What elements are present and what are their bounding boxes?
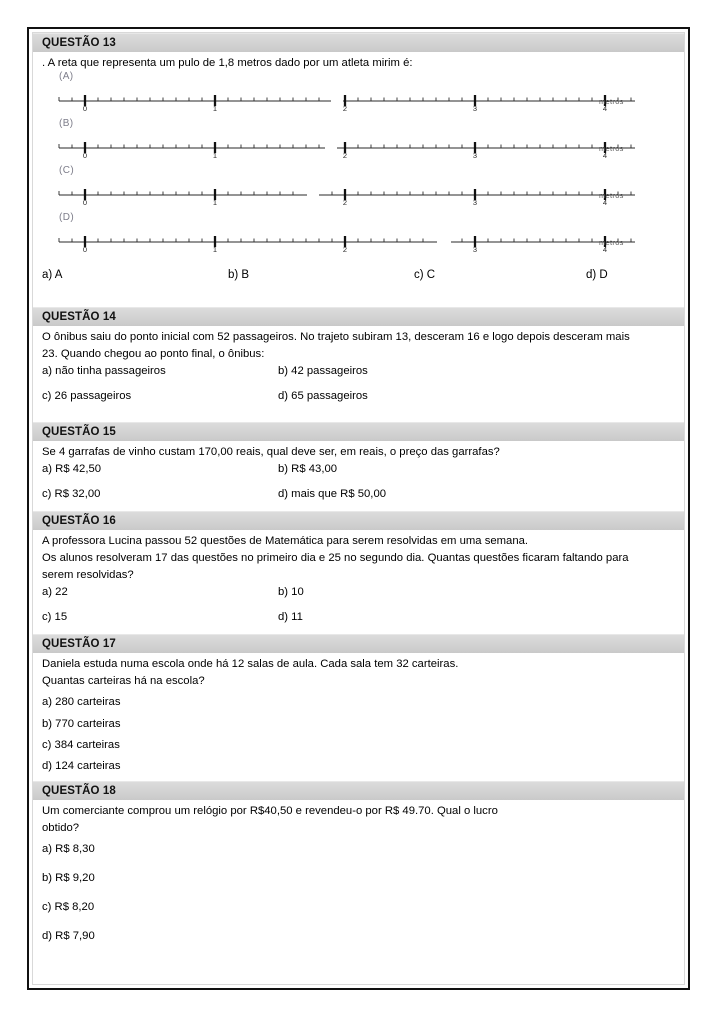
svg-text:3: 3 bbox=[472, 198, 478, 207]
question-17-statement-line-2: Quantas carteiras há na escola? bbox=[42, 675, 205, 688]
numberline-a-svg bbox=[55, 90, 641, 112]
axis-unit-label-a: metros bbox=[599, 97, 624, 107]
question-13-alternative-c bbox=[33, 165, 684, 208]
question-14-option-b[interactable]: b) 42 passageiros bbox=[278, 365, 368, 378]
alt-label-b: (B) bbox=[59, 118, 74, 130]
numberline-d bbox=[33, 225, 684, 255]
question-14-header: QUESTÃO 14 bbox=[33, 307, 684, 326]
question-18-statement-line-2: obtido? bbox=[42, 821, 80, 834]
question-block-18 bbox=[33, 781, 684, 944]
question-13-option-c[interactable]: c) C bbox=[414, 269, 436, 282]
numberline-a bbox=[33, 84, 684, 114]
axis-unit-label-b: metros bbox=[599, 144, 624, 154]
question-13-options bbox=[33, 259, 684, 281]
question-13-statement: . A reta que representa um pulo de 1,8 metros dado por um atleta mirim é: bbox=[42, 57, 413, 69]
question-15-option-a[interactable]: a) R$ 42,50 bbox=[42, 463, 102, 476]
question-17-option-c[interactable]: c) 384 carteiras bbox=[42, 738, 120, 751]
question-16-statement-line-3: serem resolvidas? bbox=[42, 569, 134, 582]
question-18-body bbox=[33, 800, 684, 944]
svg-text:2: 2 bbox=[342, 198, 348, 207]
svg-text:1: 1 bbox=[212, 198, 218, 207]
question-18-option-d[interactable]: d) R$ 7,90 bbox=[42, 929, 95, 942]
question-13-option-b[interactable]: b) B bbox=[228, 269, 250, 282]
svg-text:4: 4 bbox=[602, 104, 608, 113]
svg-text:1: 1 bbox=[212, 245, 218, 254]
svg-text:3: 3 bbox=[472, 245, 478, 254]
svg-text:2: 2 bbox=[342, 151, 348, 160]
question-13-alternative-d bbox=[33, 212, 684, 255]
numberline-c-svg bbox=[55, 184, 641, 206]
question-13-option-a[interactable]: a) A bbox=[42, 269, 63, 282]
question-17-header: QUESTÃO 17 bbox=[33, 634, 684, 653]
question-13-option-d[interactable]: d) D bbox=[586, 269, 608, 282]
spacer-15-16 bbox=[33, 502, 684, 511]
spacer-14-15 bbox=[33, 404, 684, 422]
numberline-d-svg bbox=[55, 231, 641, 253]
svg-text:1: 1 bbox=[212, 104, 218, 113]
question-14-option-c[interactable]: c) 26 passageiros bbox=[42, 390, 132, 403]
question-16-options-row-1 bbox=[42, 584, 675, 600]
question-14-option-d[interactable]: d) 65 passageiros bbox=[278, 390, 368, 403]
question-16-option-c[interactable]: c) 15 bbox=[42, 611, 68, 624]
axis-unit-label-c: metros bbox=[599, 191, 624, 201]
question-block-15 bbox=[33, 422, 684, 502]
spacer-13-14 bbox=[33, 281, 684, 307]
alt-label-c: (C) bbox=[59, 165, 75, 177]
page-inner-border bbox=[32, 32, 685, 985]
question-block-16 bbox=[33, 511, 684, 625]
page-sheet bbox=[27, 27, 690, 990]
question-13-alternative-b bbox=[33, 118, 684, 161]
question-block-17 bbox=[33, 634, 684, 773]
question-16-option-d[interactable]: d) 11 bbox=[278, 611, 303, 624]
question-15-header: QUESTÃO 15 bbox=[33, 422, 684, 441]
question-16-body bbox=[33, 530, 684, 625]
svg-text:4: 4 bbox=[602, 151, 608, 160]
question-17-option-d[interactable]: d) 124 carteiras bbox=[42, 759, 121, 772]
svg-text:0: 0 bbox=[82, 151, 88, 160]
svg-text:4: 4 bbox=[602, 198, 608, 207]
question-13-body bbox=[33, 52, 684, 71]
question-15-option-d[interactable]: d) mais que R$ 50,00 bbox=[278, 488, 387, 501]
question-18-option-a[interactable]: a) R$ 8,30 bbox=[42, 842, 95, 855]
svg-text:0: 0 bbox=[82, 245, 88, 254]
question-15-body bbox=[33, 441, 684, 502]
numberline-b bbox=[33, 131, 684, 161]
question-15-option-c[interactable]: c) R$ 32,00 bbox=[42, 488, 101, 501]
question-15-options-row-2 bbox=[42, 486, 675, 502]
alt-label-d: (D) bbox=[59, 212, 75, 224]
question-15-options-row-1 bbox=[42, 461, 675, 477]
svg-text:4: 4 bbox=[602, 245, 608, 254]
svg-text:1: 1 bbox=[212, 151, 218, 160]
document-content bbox=[33, 33, 684, 944]
svg-text:2: 2 bbox=[342, 104, 348, 113]
question-block-14 bbox=[33, 307, 684, 404]
question-14-options-row-2 bbox=[42, 388, 675, 404]
svg-text:3: 3 bbox=[472, 151, 478, 160]
question-13-header: QUESTÃO 13 bbox=[33, 33, 684, 52]
question-15-statement-line-1: Se 4 garrafas de vinho custam 170,00 reais, qual deve ser, em reais, o preço das garrafas? bbox=[42, 446, 500, 459]
question-17-body bbox=[33, 653, 684, 773]
question-13-alternative-a bbox=[33, 71, 684, 114]
question-16-option-a[interactable]: a) 22 bbox=[42, 586, 68, 599]
svg-text:0: 0 bbox=[82, 104, 88, 113]
question-16-option-b[interactable]: b) 10 bbox=[278, 586, 304, 599]
question-18-header: QUESTÃO 18 bbox=[33, 781, 684, 800]
question-16-options-row-2 bbox=[42, 609, 675, 625]
numberline-b-svg bbox=[55, 137, 641, 159]
question-15-option-b[interactable]: b) R$ 43,00 bbox=[278, 463, 338, 476]
question-14-option-a[interactable]: a) não tinha passageiros bbox=[42, 365, 166, 378]
question-block-13 bbox=[33, 33, 684, 281]
question-16-statement-line-2: Os alunos resolveram 17 das questões no primeiro dia e 25 no segundo dia. Quantas questões ficaram faltando para bbox=[42, 552, 629, 565]
question-18-statement-line-1: Um comerciante comprou um relógio por R$40,50 e revendeu-o por R$ 49.70. Qual o lucro bbox=[42, 804, 498, 817]
question-18-option-c[interactable]: c) R$ 8,20 bbox=[42, 900, 95, 913]
axis-unit-label-d: metros bbox=[599, 238, 624, 248]
question-16-statement-line-1: A professora Lucina passou 52 questões de Matemática para serem resolvidas em uma semana. bbox=[42, 535, 529, 548]
question-17-option-a[interactable]: a) 280 carteiras bbox=[42, 696, 121, 709]
spacer-16-17 bbox=[33, 625, 684, 634]
question-17-option-b[interactable]: b) 770 carteiras bbox=[42, 717, 121, 730]
alt-label-a: (A) bbox=[59, 71, 74, 83]
question-17-statement-line-1: Daniela estuda numa escola onde há 12 salas de aula. Cada sala tem 32 carteiras. bbox=[42, 658, 459, 671]
svg-text:0: 0 bbox=[82, 198, 88, 207]
question-14-options-row-1 bbox=[42, 363, 675, 379]
question-18-option-b[interactable]: b) R$ 9,20 bbox=[42, 871, 95, 884]
svg-text:2: 2 bbox=[342, 245, 348, 254]
numberline-c bbox=[33, 178, 684, 208]
question-14-body bbox=[33, 326, 684, 404]
question-14-statement-line-1: O ônibus saiu do ponto inicial com 52 passageiros. No trajeto subiram 13, desceram 16 e logo depois desceram mais bbox=[42, 331, 630, 344]
question-16-header: QUESTÃO 16 bbox=[33, 511, 684, 530]
spacer-17-18 bbox=[33, 774, 684, 781]
question-14-statement-line-2: 23. Quando chegou ao ponto final, o ônibus: bbox=[42, 348, 265, 361]
svg-text:3: 3 bbox=[472, 104, 478, 113]
